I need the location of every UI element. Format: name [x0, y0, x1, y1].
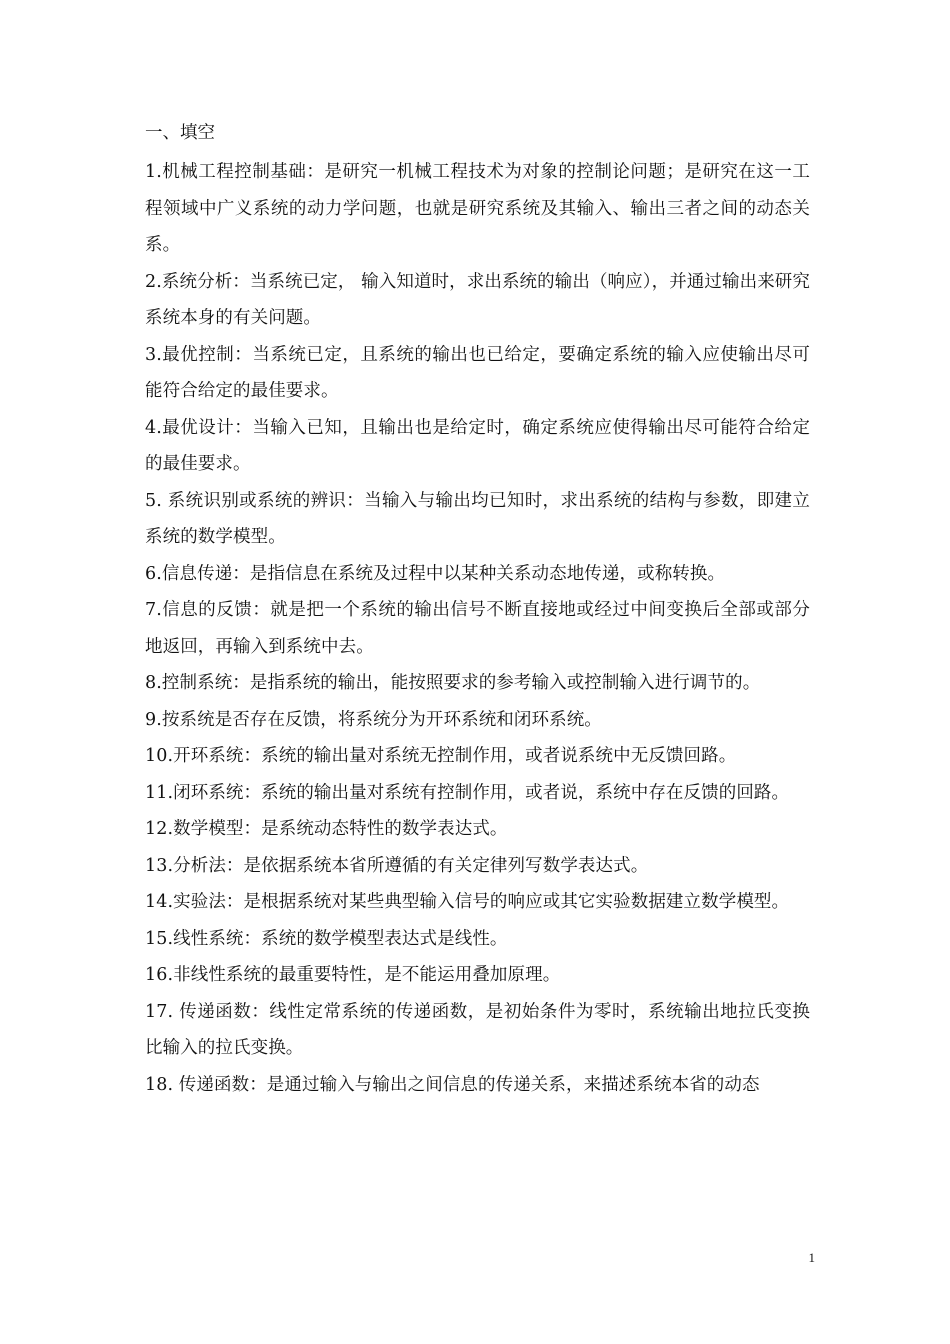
paragraph-9: 9.按系统是否存在反馈，将系统分为开环系统和闭环系统。	[145, 709, 602, 730]
paragraph-6: 6.信息传递：是指信息在系统及过程中以某种关系动态地传递，或称转换。	[145, 563, 726, 584]
paragraph-4: 4.最优设计：当输入已知，且输出也是给定时，确定系统应使得输出尽可能符合给定的最佳要求。	[145, 417, 810, 474]
paragraph-1: 1.机械工程控制基础：是研究一机械工程技术为对象的控制论问题；是研究在这一工程领域中广义系统的动力学问题，也就是研究系统及其输入、输出三者之间的动态关系。	[145, 162, 810, 255]
paragraph-5: 5. 系统识别或系统的辨识：当输入与输出均已知时，求出系统的结构与参数，即建立系统的数学模型。	[145, 490, 810, 547]
paragraph-11: 11.闭环系统：系统的输出量对系统有控制作用，或者说，系统中存在反馈的回路。	[145, 782, 790, 803]
paragraph-2: 2.系统分析：当系统已定， 输入知道时，求出系统的输出（响应），并通过输出来研究系统本身的有关问题。	[145, 271, 811, 328]
paragraph-8: 8.控制系统：是指系统的输出，能按照要求的参考输入或控制输入进行调节的。	[145, 673, 761, 693]
page-body	[145, 118, 810, 1103]
paragraph-7: 7.信息的反馈：就是把一个系统的输出信号不断直接地或经过中间变换后全部或部分地返回，再输入到系统中去。	[145, 600, 810, 657]
paragraph-3: 3.最优控制：当系统已定，且系统的输出也已给定，要确定系统的输入应使输出尽可能符合给定的最佳要求。	[145, 344, 810, 401]
paragraph-12: 12.数学模型：是系统动态特性的数学表达式。	[145, 819, 508, 839]
section-heading: 一、填空	[145, 123, 215, 143]
paragraph-10: 10.开环系统：系统的输出量对系统无控制作用，或者说系统中无反馈回路。	[145, 746, 737, 766]
paragraph-14: 14.实验法：是根据系统对某些典型输入信号的响应或其它实验数据建立数学模型。	[145, 892, 790, 912]
paragraph-15: 15.线性系统：系统的数学模型表达式是线性。	[145, 928, 508, 949]
paragraph-18: 18. 传递函数：是通过输入与输出之间信息的传递关系，来描述系统本省的动态	[145, 1074, 760, 1095]
page-number: 1	[808, 1250, 815, 1265]
paragraph-13: 13.分析法：是依据系统本省所遵循的有关定律列写数学表达式。	[145, 855, 649, 876]
paragraph-16: 16.非线性系统的最重要特性，是不能运用叠加原理。	[145, 965, 561, 985]
paragraph-17: 17. 传递函数：线性定常系统的传递函数，是初始条件为零时，系统输出地拉氏变换比输入的拉氏变换。	[145, 1001, 810, 1058]
